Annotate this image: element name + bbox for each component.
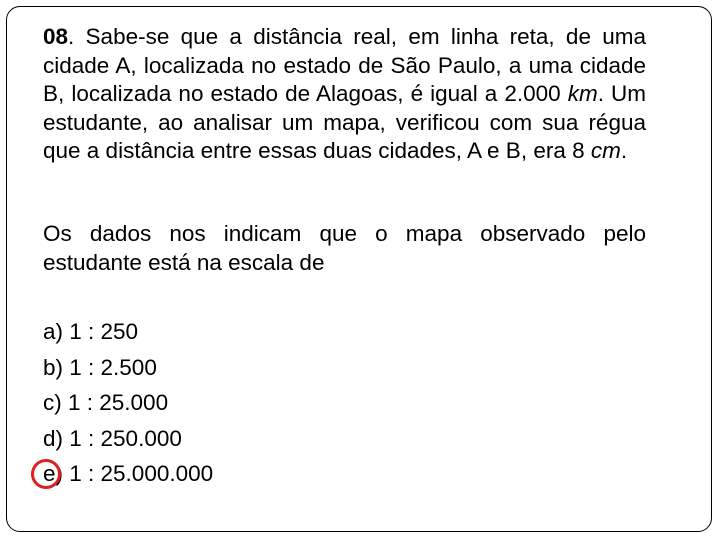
answer-circle-marker <box>31 459 61 489</box>
option-a-label: a) 1 : 250 <box>43 319 139 344</box>
option-c <box>43 385 213 421</box>
question-prompt: Os dados nos indicam que o mapa observado pelo estudante está na escala de <box>43 221 646 275</box>
answer-options <box>43 314 213 492</box>
option-d <box>43 421 213 457</box>
unit-km: km <box>567 81 598 107</box>
option-e-label: e) 1 : 25.000.000 <box>43 461 214 486</box>
question-number: 08 <box>43 24 69 49</box>
question-text-part-3: . <box>620 138 628 164</box>
question-text-part-2: . Um estudante, ao analisar um mapa, verificou com sua régua que a distância entre essas duas cidades, A e B, era 8 <box>43 81 646 164</box>
question-text-part-1: . Sabe-se que a distância real, em linha reta, de uma cidade A, localizada no estado de São Paulo, a uma cidade B, localizada no estado de Alagoas, é igual a 2.000 <box>43 24 646 107</box>
option-e <box>43 456 213 492</box>
option-b-label: b) 1 : 2.500 <box>43 354 157 380</box>
option-c-label: c) 1 : 25.000 <box>43 390 169 415</box>
unit-cm: cm <box>590 138 621 164</box>
question-text <box>43 23 646 166</box>
option-a <box>43 314 213 350</box>
option-d-label: d) 1 : 250.000 <box>43 425 182 451</box>
option-b <box>43 350 213 386</box>
